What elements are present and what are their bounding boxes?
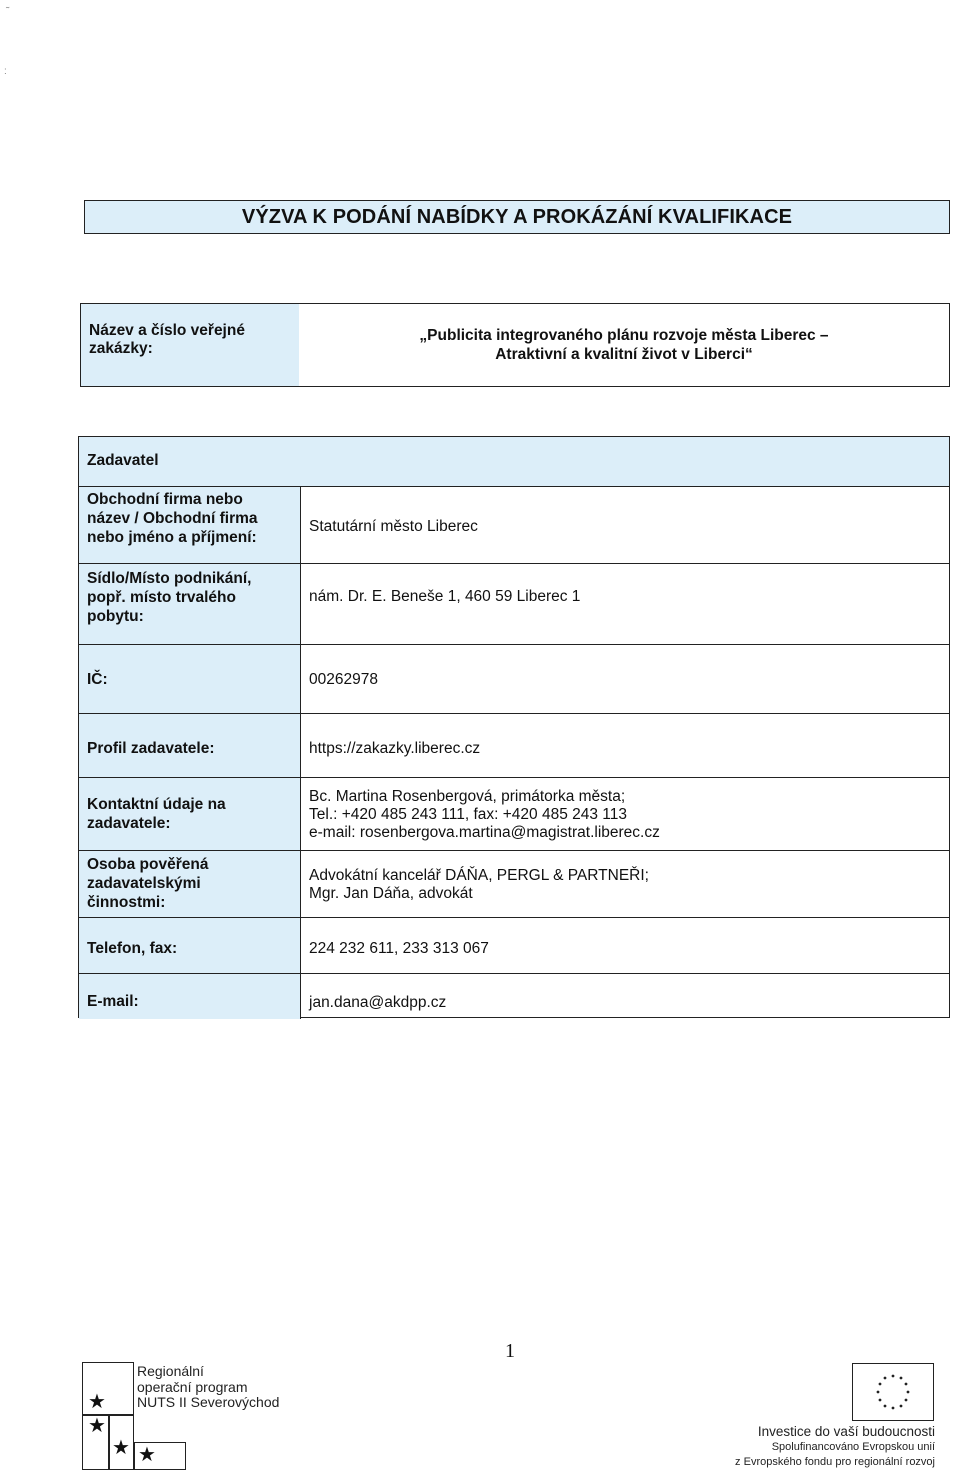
- star-icon: ★: [88, 1391, 106, 1413]
- row-label: [79, 487, 301, 563]
- row-label-line: Profil zadavatele:: [87, 740, 215, 757]
- eu-slogan: Investice do vaší budoucnosti: [757, 1424, 935, 1439]
- row-label-line: pobytu:: [87, 608, 144, 625]
- row-value: [301, 974, 949, 1019]
- row-label: [79, 645, 301, 713]
- contract-name-label-line: zakázky:: [89, 340, 153, 357]
- row-value-line: Tel.: +420 485 243 111, fax: +420 485 243 113: [309, 806, 628, 823]
- table-row: [79, 487, 949, 564]
- row-value-line: Statutární město Liberec: [309, 518, 478, 535]
- table-row: [79, 564, 949, 645]
- row-value-line: Bc. Martina Rosenbergová, primátorka města;: [309, 788, 626, 805]
- row-label-line: Kontaktní údaje na: [87, 796, 226, 813]
- row-value: [301, 778, 949, 850]
- contract-name-value: [299, 304, 949, 386]
- page-number: 1: [505, 1340, 515, 1362]
- title-box: [84, 200, 950, 234]
- eu-cofinanced: Spolufinancováno Evropskou unií: [771, 1441, 935, 1453]
- rop-logo-text: [137, 1364, 279, 1411]
- row-value-line: e-mail: rosenbergova.martina@magistrat.liberec.cz: [309, 824, 660, 841]
- table-row: [79, 714, 949, 778]
- contract-name-value-line: Atraktivní a kvalitní život v Liberci“: [495, 346, 753, 363]
- row-label: [79, 974, 301, 1019]
- eu-fund: z Evropského fondu pro regionální rozvoj: [735, 1456, 935, 1468]
- table-row: [79, 851, 949, 918]
- star-icon: ★: [88, 1415, 106, 1437]
- row-label: [79, 714, 301, 777]
- contract-name-value-line: „Publicita integrovaného plánu rozvoje města Liberec –: [419, 327, 829, 344]
- eu-funding-text: [735, 1423, 935, 1470]
- row-value: [301, 714, 949, 777]
- row-label-line: E-mail:: [87, 993, 139, 1010]
- table-row: [79, 778, 949, 851]
- row-label-line: nebo jméno a příjmení:: [87, 529, 257, 546]
- document-title: VÝZVA K PODÁNÍ NABÍDKY A PROKÁZÁNÍ KVALIFIKACE: [241, 205, 793, 228]
- row-label-line: název / Obchodní firma: [87, 510, 258, 527]
- row-label-line: zadavatele:: [87, 815, 171, 832]
- row-label: [79, 851, 301, 917]
- row-value: [301, 564, 949, 644]
- table-row: [79, 918, 949, 974]
- row-value-line: jan.dana@akdpp.cz: [309, 994, 447, 1011]
- row-value-line: https://zakazky.liberec.cz: [309, 740, 481, 757]
- table-row: [79, 645, 949, 714]
- row-value-line: Mgr. Jan Dáňa, advokát: [309, 885, 473, 902]
- row-label-line: činnostmi:: [87, 894, 166, 911]
- row-value-line: nám. Dr. E. Beneše 1, 460 59 Liberec 1: [309, 588, 581, 605]
- row-label-line: Sídlo/Místo podnikání,: [87, 570, 252, 587]
- row-value-line: Advokátní kancelář DÁŇA, PERGL & PARTNEŘI;: [309, 867, 649, 884]
- rop-line: NUTS II Severovýchod: [137, 1394, 280, 1410]
- star-icon: ★: [138, 1444, 156, 1466]
- row-value-line: 00262978: [309, 671, 378, 688]
- row-label: [79, 564, 301, 644]
- rop-line: Regionální: [137, 1363, 204, 1379]
- row-label-line: Osoba pověřená: [87, 856, 209, 873]
- table-row: [79, 974, 949, 1019]
- row-label: [79, 778, 301, 850]
- eu-flag-icon: [852, 1363, 934, 1421]
- contracting-authority-header: Zadavatel: [79, 437, 949, 487]
- contract-name-table: [80, 303, 950, 387]
- scan-speck: ˜: [6, 6, 10, 17]
- row-label-line: Obchodní firma nebo: [87, 491, 243, 508]
- row-label-line: popř. místo trvalého: [87, 589, 236, 606]
- scan-speck: :: [4, 66, 7, 77]
- row-value-line: 224 232 611, 233 313 067: [309, 940, 489, 957]
- row-value: [301, 851, 949, 917]
- row-label-line: Telefon, fax:: [87, 940, 178, 957]
- contract-name-label: [81, 304, 299, 386]
- contract-name-label-line: Název a číslo veřejné: [89, 322, 245, 339]
- row-value: [301, 918, 949, 973]
- star-icon: ★: [112, 1437, 130, 1459]
- eu-stars-icon: [853, 1364, 933, 1420]
- row-value: [301, 487, 949, 563]
- row-value: [301, 645, 949, 713]
- rop-line: operační program: [137, 1378, 248, 1395]
- contracting-authority-table: [78, 436, 950, 1018]
- row-label-line: IČ:: [87, 671, 108, 688]
- row-label-line: zadavatelskými: [87, 875, 201, 892]
- row-label: [79, 918, 301, 973]
